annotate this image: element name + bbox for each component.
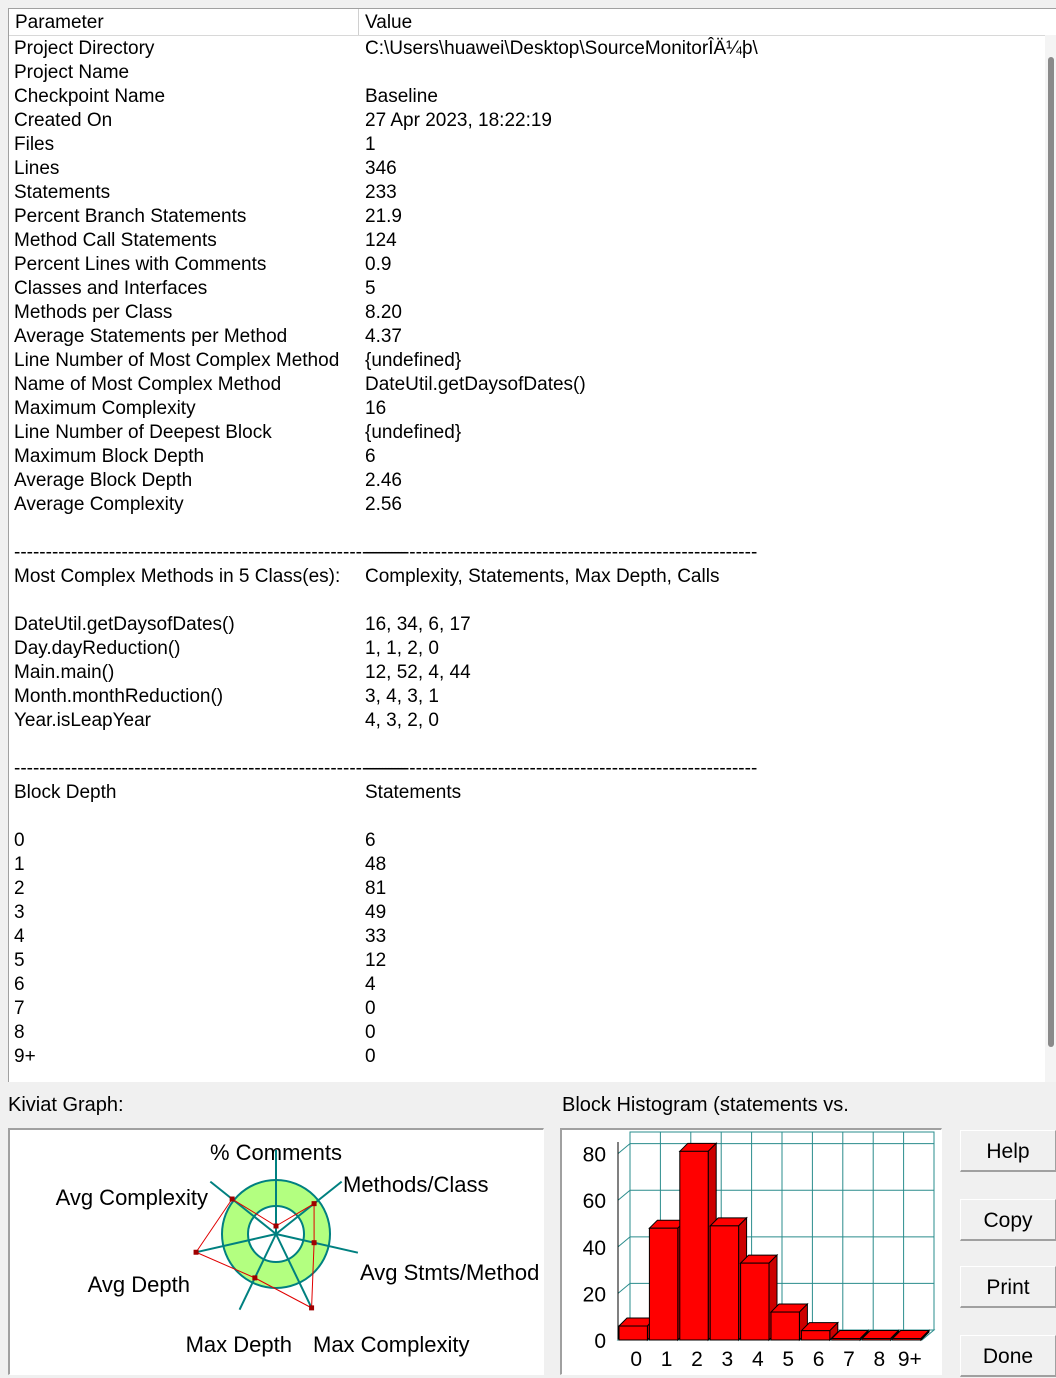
parameter-cell: 2: [14, 878, 25, 899]
parameter-cell: Checkpoint Name: [14, 86, 166, 107]
value-cell: 0: [365, 998, 376, 1019]
value-cell: Complexity, Statements, Max Depth, Calls: [365, 566, 720, 587]
vertical-scrollbar[interactable]: [1045, 35, 1056, 1082]
kiviat-point: [252, 1275, 257, 1280]
table-row[interactable]: [9, 973, 1043, 997]
table-row[interactable]: [9, 397, 1043, 421]
parameter-cell: Name of Most Complex Method: [14, 374, 282, 395]
value-cell: 0: [365, 1046, 376, 1067]
value-cell: 4: [365, 974, 376, 995]
list-header: [9, 9, 1056, 36]
table-row[interactable]: [9, 661, 1043, 685]
parameter-cell: Method Call Statements: [14, 230, 217, 251]
histogram-x-tick-label: 7: [843, 1348, 855, 1371]
value-cell: 2.56: [365, 494, 402, 515]
histogram-bar: [710, 1226, 738, 1340]
parameter-cell: Block Depth: [14, 782, 117, 803]
table-row[interactable]: [9, 853, 1043, 877]
parameter-cell: Project Name: [14, 62, 130, 83]
done-button[interactable]: Done: [960, 1335, 1056, 1377]
value-cell: {undefined}: [365, 350, 462, 371]
parameter-cell: Average Statements per Method: [14, 326, 288, 347]
table-row[interactable]: [9, 181, 1043, 205]
histogram-x-tick-label: 6: [812, 1348, 825, 1371]
table-row[interactable]: [9, 133, 1043, 157]
histogram-bar: [801, 1331, 829, 1340]
histogram-bar: [619, 1326, 647, 1340]
parameter-cell: Created On: [14, 110, 113, 131]
table-row[interactable]: [9, 877, 1043, 901]
table-row[interactable]: [9, 781, 1043, 805]
value-cell: 16: [365, 398, 387, 419]
column-header-value[interactable]: Value: [365, 12, 413, 33]
kiviat-axis-label: Max Complexity: [313, 1332, 470, 1357]
value-cell: 124: [365, 230, 397, 251]
kiviat-axis-label: Avg Stmts/Method: [360, 1260, 540, 1285]
value-cell: 8.20: [365, 302, 402, 323]
value-cell: 21.9: [365, 206, 402, 227]
value-cell: 81: [365, 878, 387, 899]
value-cell: 2.46: [365, 470, 402, 491]
parameter-cell: 4: [14, 926, 25, 947]
histogram-bar: [741, 1263, 769, 1340]
kiviat-graph: [8, 1128, 544, 1375]
table-row[interactable]: [9, 613, 1043, 637]
parameter-cell: 8: [14, 1022, 25, 1043]
parameter-cell: 0: [14, 830, 25, 851]
kiviat-axis-label: Avg Depth: [87, 1272, 190, 1297]
histogram-x-tick-label: 0: [630, 1348, 643, 1371]
parameter-cell: 5: [14, 950, 25, 971]
copy-button[interactable]: Copy: [960, 1199, 1056, 1241]
table-row[interactable]: [9, 829, 1043, 853]
histogram-y-tick-label: 0: [594, 1330, 606, 1353]
kiviat-axis-label: Max Depth: [185, 1332, 292, 1357]
value-cell: 1, 1, 2, 0: [365, 638, 439, 659]
histogram-y-tick-label: 60: [582, 1190, 606, 1214]
parameter-cell: Lines: [14, 158, 60, 179]
table-row[interactable]: [9, 157, 1043, 181]
parameter-cell: Maximum Complexity: [14, 398, 196, 419]
parameter-cell: Year.isLeapYear: [14, 710, 151, 731]
table-row[interactable]: [9, 757, 1043, 781]
parameter-cell: Classes and Interfaces: [14, 278, 208, 299]
parameter-cell: Files: [14, 134, 55, 155]
parameter-cell: 7: [14, 998, 25, 1019]
table-row[interactable]: [9, 901, 1043, 925]
value-cell: 0: [365, 1022, 376, 1043]
scrollbar-thumb[interactable]: [1048, 57, 1054, 1047]
kiviat-svg: [10, 1130, 542, 1373]
table-row[interactable]: [9, 637, 1043, 661]
table-row[interactable]: [9, 709, 1043, 733]
kiviat-point: [309, 1305, 314, 1310]
parameter-cell: Average Block Depth: [14, 470, 193, 491]
value-cell: Baseline: [365, 86, 438, 107]
value-cell: 6: [365, 830, 376, 851]
table-row[interactable]: [9, 805, 1043, 829]
value-cell: 48: [365, 854, 387, 875]
parameter-cell: 1: [14, 854, 25, 875]
list-rows: [9, 37, 1043, 1069]
kiviat-graph-label: Kiviat Graph:: [8, 1094, 124, 1116]
parameter-cell: Day.dayReduction(): [14, 638, 181, 659]
table-row[interactable]: [9, 541, 1043, 565]
parameter-cell: Line Number of Deepest Block: [14, 422, 272, 443]
table-row[interactable]: [9, 109, 1043, 133]
parameter-cell: Statements: [14, 182, 111, 203]
value-cell: Statements: [365, 782, 462, 803]
value-cell: 27 Apr 2023, 18:22:19: [365, 110, 552, 131]
table-row[interactable]: [9, 493, 1043, 517]
parameter-cell: DateUtil.getDaysofDates(): [14, 614, 235, 635]
table-row[interactable]: [9, 85, 1043, 109]
table-row[interactable]: [9, 37, 1043, 61]
value-cell: 33: [365, 926, 387, 947]
metrics-list-view[interactable]: [8, 8, 1056, 1082]
parameter-cell: Month.monthReduction(): [14, 686, 224, 707]
parameter-cell: 6: [14, 974, 25, 995]
table-row[interactable]: [9, 301, 1043, 325]
parameter-cell: Line Number of Most Complex Method: [14, 350, 340, 371]
table-row[interactable]: [9, 277, 1043, 301]
histogram-gridline: [618, 1190, 630, 1200]
kiviat-axis-label: % Comments: [209, 1140, 343, 1165]
parameter-cell: 3: [14, 902, 25, 923]
histogram-bar: [771, 1312, 799, 1340]
table-row[interactable]: [9, 517, 1043, 541]
histogram-bar: [862, 1339, 890, 1341]
value-cell: 16, 34, 6, 17: [365, 614, 471, 635]
histogram-gridline: [618, 1237, 630, 1247]
kiviat-point: [194, 1250, 199, 1255]
histogram-gridline: [618, 1283, 630, 1293]
histogram-x-tick-label: 1: [660, 1348, 673, 1371]
value-cell: 5: [365, 278, 376, 299]
histogram-bar: [893, 1339, 921, 1341]
value-cell: 4, 3, 2, 0: [365, 710, 439, 731]
value-cell: 49: [365, 902, 387, 923]
parameter-cell: Average Complexity: [14, 494, 184, 515]
table-row[interactable]: [9, 685, 1043, 709]
table-row[interactable]: [9, 349, 1043, 373]
value-cell: 12: [365, 950, 387, 971]
table-row[interactable]: [9, 1021, 1043, 1045]
table-row[interactable]: [9, 565, 1043, 589]
parameter-cell: Percent Lines with Comments: [14, 254, 267, 275]
help-button[interactable]: Help: [960, 1130, 1056, 1172]
histogram-bar: [680, 1151, 708, 1340]
table-row[interactable]: [9, 253, 1043, 277]
value-cell: 12, 52, 4, 44: [365, 662, 471, 683]
parameter-cell: --------------------------------------------------------------: [14, 758, 407, 779]
value-cell: DateUtil.getDaysofDates(): [365, 374, 586, 395]
table-row[interactable]: [9, 469, 1043, 493]
parameter-cell: 9+: [14, 1046, 36, 1067]
block-histogram: [560, 1128, 942, 1375]
table-row[interactable]: [9, 733, 1043, 757]
table-row[interactable]: [9, 589, 1043, 613]
kiviat-axis-label: Methods/Class: [343, 1172, 489, 1197]
value-cell: --------------------------------------------------------------: [365, 542, 758, 563]
table-row[interactable]: [9, 1045, 1043, 1069]
histogram-y-tick-label: 80: [582, 1143, 606, 1167]
table-row[interactable]: [9, 997, 1043, 1021]
parameter-cell: Project Directory: [14, 38, 155, 59]
histogram-y-tick-label: 40: [582, 1236, 606, 1260]
table-row[interactable]: [9, 373, 1043, 397]
block-histogram-label: Block Histogram (statements vs.: [562, 1094, 849, 1116]
kiviat-point: [312, 1240, 317, 1245]
kiviat-point: [312, 1201, 317, 1206]
print-button[interactable]: Print: [960, 1266, 1056, 1308]
value-cell: 6: [365, 446, 376, 467]
value-cell: 0.9: [365, 254, 392, 275]
table-row[interactable]: [9, 61, 1043, 85]
parameter-cell: --------------------------------------------------------------: [14, 542, 407, 563]
column-header-parameter[interactable]: Parameter: [9, 9, 359, 35]
value-cell: 346: [365, 158, 397, 179]
parameter-cell: Percent Branch Statements: [14, 206, 247, 227]
histogram-gridline: [618, 1144, 630, 1154]
table-row[interactable]: [9, 949, 1043, 973]
value-cell: --------------------------------------------------------------: [365, 758, 758, 779]
histogram-bar: [649, 1228, 677, 1340]
parameter-cell: Methods per Class: [14, 302, 173, 323]
parameter-cell: Most Complex Methods in 5 Class(es):: [14, 566, 341, 587]
block-histogram-svg: [562, 1130, 940, 1373]
table-row[interactable]: [9, 925, 1043, 949]
histogram-bar: [832, 1339, 860, 1341]
value-cell: 233: [365, 182, 397, 203]
histogram-x-tick-label: 2: [691, 1348, 703, 1371]
kiviat-point: [230, 1197, 235, 1202]
value-cell: C:\Users\huawei\Desktop\SourceMonitorÎÄ¼þ\: [365, 38, 758, 59]
histogram-x-tick-label: 4: [751, 1348, 764, 1371]
histogram-x-tick-label: 3: [721, 1348, 734, 1371]
parameter-cell: Maximum Block Depth: [14, 446, 205, 467]
value-cell: 1: [365, 134, 376, 155]
histogram-x-tick-label: 5: [782, 1348, 795, 1371]
parameter-cell: Main.main(): [14, 662, 115, 683]
table-row[interactable]: [9, 325, 1043, 349]
value-cell: 3, 4, 3, 1: [365, 686, 439, 707]
value-cell: {undefined}: [365, 422, 462, 443]
table-row[interactable]: [9, 421, 1043, 445]
table-row[interactable]: [9, 445, 1043, 469]
kiviat-axis-label: Avg Complexity: [55, 1185, 208, 1210]
kiviat-point: [274, 1224, 279, 1229]
histogram-x-tick-label: 8: [873, 1348, 886, 1371]
histogram-x-tick-label: 9+: [897, 1348, 922, 1371]
histogram-y-tick-label: 20: [582, 1283, 606, 1307]
table-row[interactable]: [9, 205, 1043, 229]
value-cell: 4.37: [365, 326, 402, 347]
table-row[interactable]: [9, 229, 1043, 253]
